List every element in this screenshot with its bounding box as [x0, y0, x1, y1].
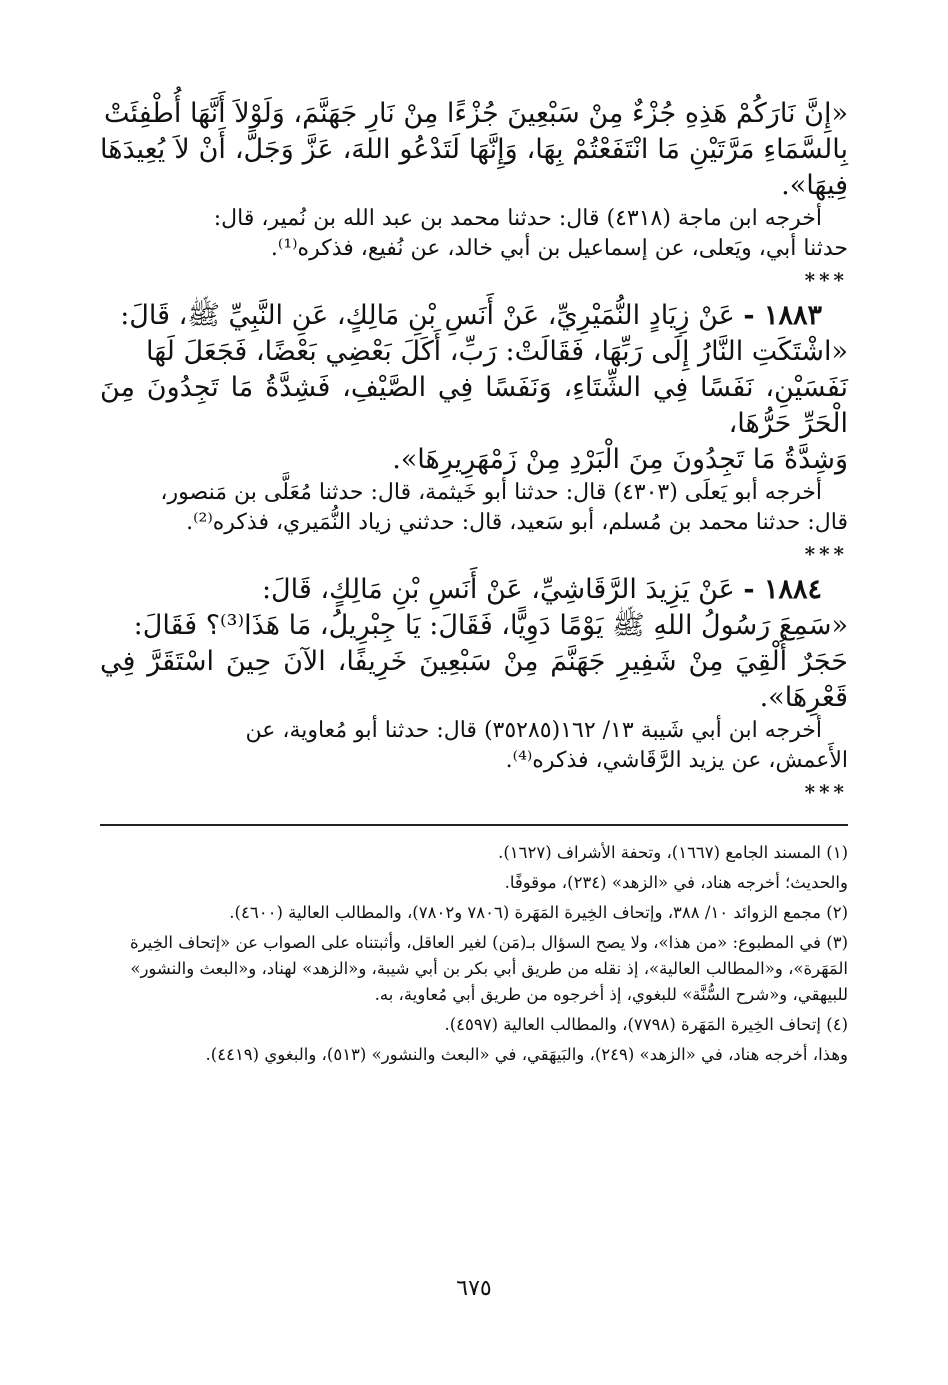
section-separator: *** — [804, 780, 848, 804]
footnote: (٢) مجمع الزوائد ١٠/ ٣٨٨، وإتحاف الخِيرة المَهَرة (٧٨٠٦ و٧٨٠٢)، والمطالب العالية (٤٦٠٠). — [229, 903, 848, 922]
page-number: ٦٧٥ — [456, 1276, 492, 1301]
section-separator: *** — [804, 542, 848, 566]
section-separator: *** — [804, 268, 848, 292]
document-page — [100, 96, 848, 1356]
hadith-text-line: بِالسَّمَاءِ مَرَّتَيْنِ مَا انْتَفَعْتُمْ بِهَا، وَإِنَّهَا لَتَدْعُو اللهَ، عَزَّ وَجَلَّ، أَنْ لاَ يُعِيدَهَا فِيهَا». — [100, 134, 848, 201]
hadith-text-line: «سَمِعَ رَسُولُ اللهِ ﷺ يَوْمًا دَوِيًّا، فَقَالَ: يَا جِبْرِيلُ، مَا هَذَا⁽³⁾؟ فَقَالَ: — [133, 610, 848, 641]
footnotes — [100, 840, 848, 1068]
hadith-text-line: نَفَسَيْنِ، نَفَسًا فِي الشِّتَاءِ، وَنَفَسًا فِي الصَّيْفِ، فَشِدَّةُ مَا تَجِدُونَ مِنَ الْحَرِّ حَرُّهَا، — [100, 372, 848, 439]
footnote: (٤) إتحاف الخِيرة المَهَرة (٧٧٩٨)، والمطالب العالية (٤٥٩٧). — [444, 1015, 848, 1034]
hadith-chain: عَنْ زِيَادٍ النُّمَيْرِيِّ، عَنْ أَنَسِ بْنِ مَالِكٍ، عَنِ النَّبِيِّ ﷺ، قَالَ: — [120, 300, 735, 331]
hadith-header — [100, 298, 848, 334]
hadith-header — [100, 572, 848, 608]
source-text-line: أخرجه ابن ماجة (٤٣١٨) قال: حدثنا محمد بن عبد الله بن نُمير، قال: — [213, 206, 822, 231]
source-text-line: الأَعمش، عن يزيد الرَّقَاشي، فذكره⁽⁴⁾. — [505, 748, 848, 773]
hadith-text-line: حَجَرٌ أُلْقِيَ مِنْ شَفِيرِ جَهَنَّمَ مِنْ سَبْعِينَ خَرِيفًا، الآنَ حِينَ اسْتَقَرَّ فِي قَعْرِهَا». — [100, 646, 848, 713]
footnote: وهذا، أخرجه هناد، في «الزهد» (٢٤٩)، والبَيهَقي، في «البعث والنشور» (٥١٣)، والبغوي (٤٤١٩). — [205, 1045, 848, 1064]
footnote: والحديث؛ أخرجه هناد، في «الزهد» (٢٣٤)، موقوفًا. — [504, 873, 848, 892]
hadith-number: ١٨٨٤ - — [743, 574, 822, 605]
source-text-line: أخرجه أبو يَعلَى (٤٣٠٣) قال: حدثنا أبو خَيثمة، قال: حدثنا مُعَلَّى بن مَنصور، — [160, 480, 822, 505]
hadith-text-line: «اشْتَكَتِ النَّارُ إِلَى رَبِّهَا، فَقَالَتْ: رَبِّ، أَكَلَ بَعْضِي بَعْضًا، فَجَعَلَ لَهَا — [145, 336, 848, 367]
source-text-line: قال: حدثنا محمد بن مُسلم، أبو سَعيد، قال: حدثني زياد النُّمَيري، فذكره⁽²⁾. — [186, 510, 848, 535]
hadith-text-line: «إِنَّ نَارَكُمْ هَذِهِ جُزْءٌ مِنْ سَبْعِينَ جُزْءًا مِنْ نَارِ جَهَنَّمَ، وَلَوْلاَ أَنَّهَا أُطْفِئَتْ — [104, 98, 848, 129]
footnote: (٣) في المطبوع: «من هذا»، ولا يصح السؤال بـ(مَن) لغير العاقل، وأثبتناه على الصواب عن «إتحاف الخِيرة المَهَرة»، و«المطالب العالية»، إذ نقله من طريق أبي بكر بن أبي شيبة، و«الزهد» لهناد، و«البعث والنشور» للبيهقي، و«شرح السُّنَّة» للبغوي، إذ أخرجوه من طريق أبي مُعاوية، به. — [129, 933, 848, 1004]
hadith-number: ١٨٨٣ - — [743, 300, 822, 331]
source-text-line: أخرجه ابن أبي شَيبة ١٣/ ١٦٢(٣٥٢٨٥) قال: حدثنا أبو مُعاوية، عن — [245, 718, 822, 743]
hadith-chain: عَنْ يَزِيدَ الرَّقَاشِيِّ، عَنْ أَنَسِ بْنِ مَالِكٍ، قَالَ: — [261, 574, 735, 605]
hadith-text-line: وَشِدَّةُ مَا تَجِدُونَ مِنَ الْبَرْدِ مِنْ زَمْهَرِيرِهَا». — [392, 444, 848, 475]
footnote-divider — [100, 824, 848, 826]
footnote: (١) المسند الجامع (١٦٦٧)، وتحفة الأشراف (١٦٢٧). — [498, 843, 848, 862]
source-text-line: حدثنا أبي، ويَعلى، عن إسماعيل بن أبي خالد، عن نُفيع، فذكره⁽¹⁾. — [270, 236, 848, 261]
main-text — [100, 96, 848, 804]
